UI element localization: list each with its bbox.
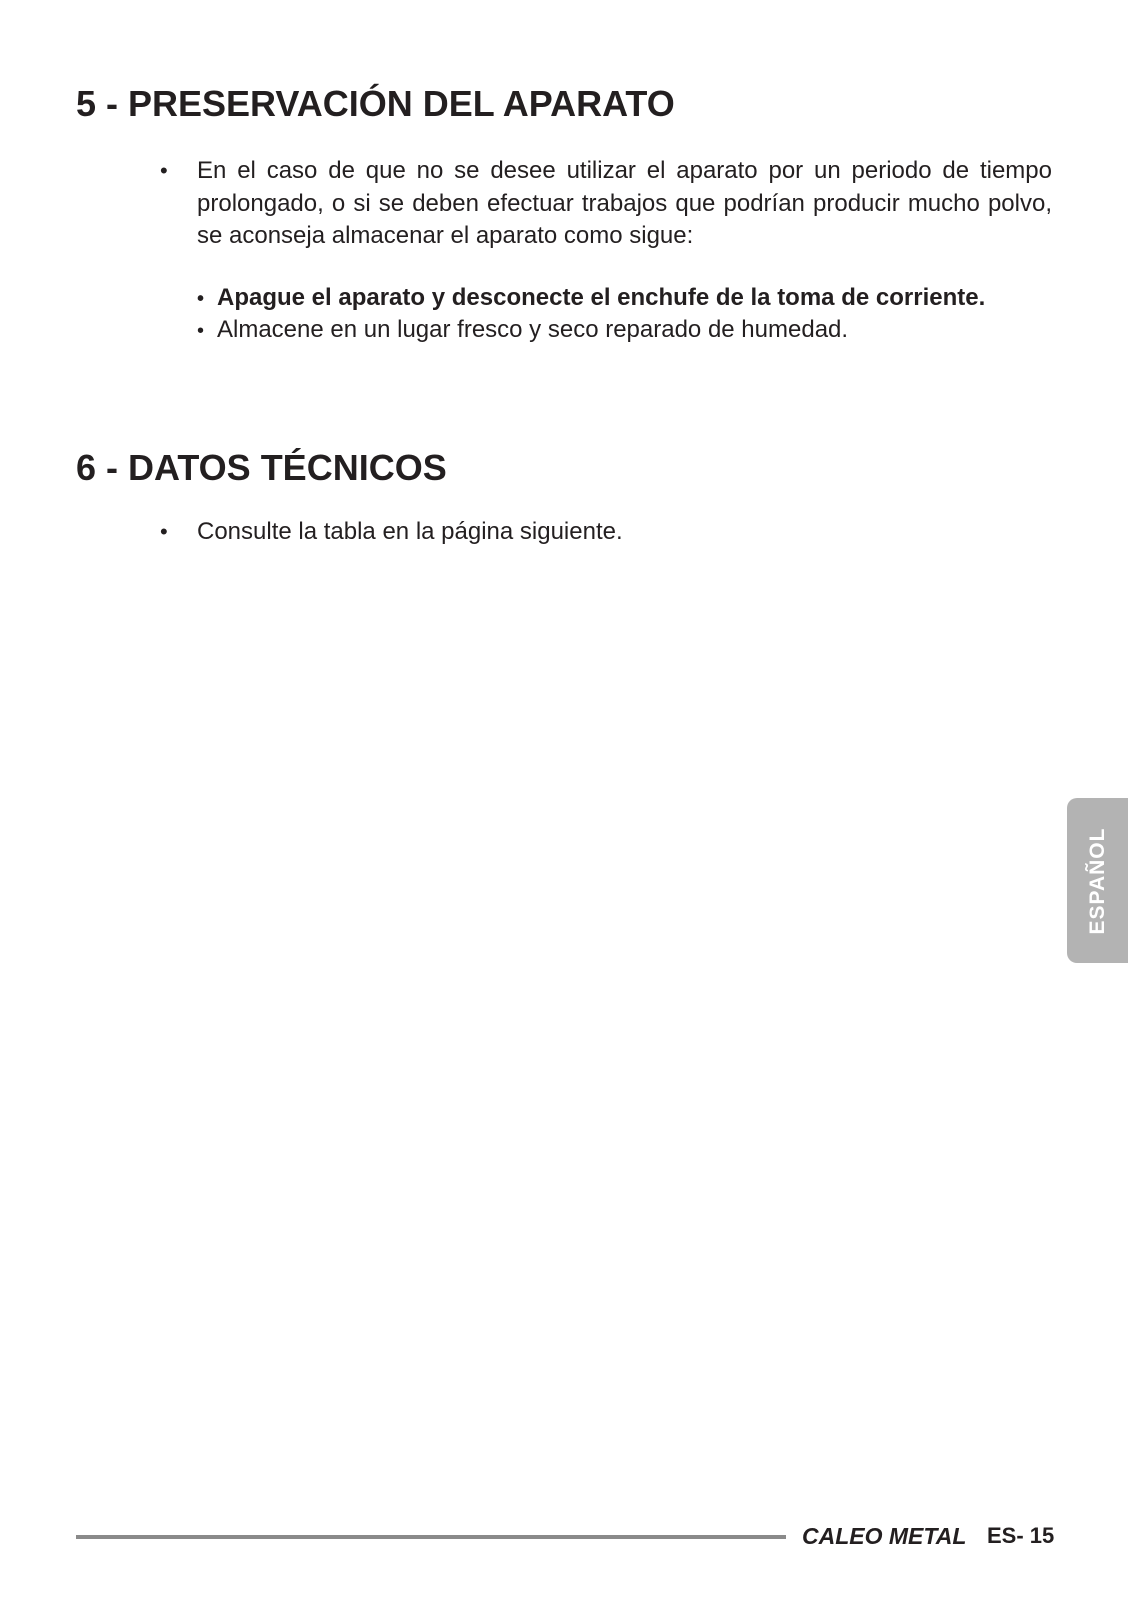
- section-6-paragraph: Consulte la tabla en la página siguiente.: [197, 518, 623, 545]
- language-side-tab: [1067, 798, 1128, 963]
- section-5-paragraph: En el caso de que no se desee utilizar el aparato por un periodo de tiempo prolongado, o si se deben efectuar trabajos que podrían producir mucho polvo, se aconseja almacenar el aparato como sigue:: [197, 157, 1052, 249]
- language-tab-label: ESPAÑOL: [1085, 827, 1109, 934]
- sub-item-storage: [197, 314, 848, 347]
- sub-item-storage-text: Almacene en un lugar fresco y seco reparado de humedad.: [217, 316, 849, 343]
- sub-item-power-off: [197, 282, 985, 315]
- footer-divider: [76, 1535, 786, 1539]
- footer-page-number: ES- 15: [987, 1523, 1055, 1548]
- section-5-title: 5 - PRESERVACIÓN DEL APARATO: [76, 83, 675, 124]
- bullet-marker: •: [197, 320, 205, 342]
- bullet-marker: •: [160, 519, 168, 544]
- sub-item-power-off-text: Apague el aparato y desconecte el enchufe de la toma de corriente.: [217, 284, 986, 311]
- bullet-marker: •: [160, 158, 168, 183]
- footer-brand: CALEO METAL: [802, 1523, 967, 1549]
- section-6-title: 6 - DATOS TÉCNICOS: [76, 447, 447, 488]
- bullet-marker: •: [197, 288, 205, 310]
